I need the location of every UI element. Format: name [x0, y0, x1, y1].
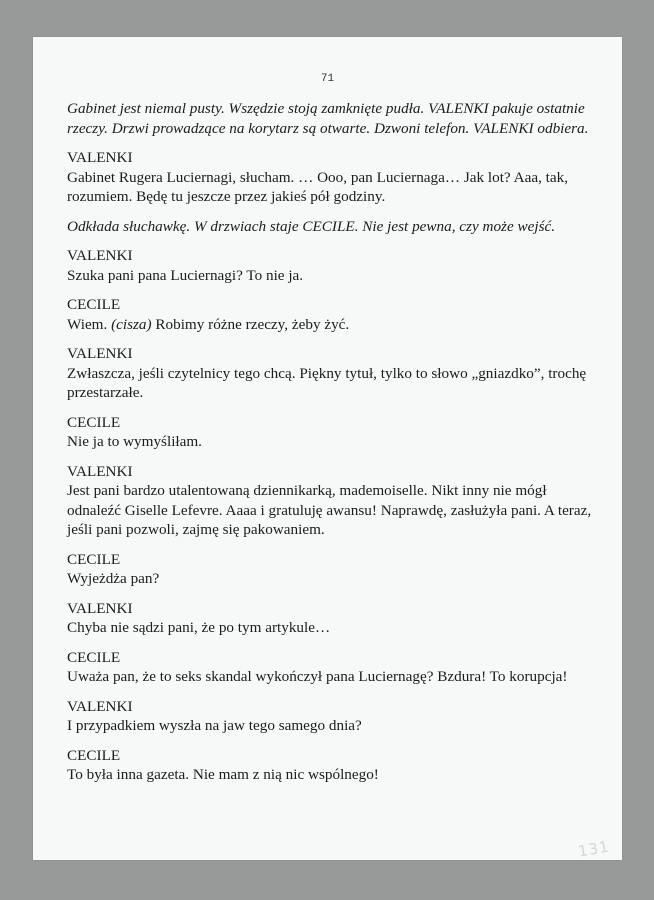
dialogue-text: Wiem. — [67, 315, 112, 333]
dialogue-line: Gabinet Rugera Luciernagi, słucham. … Ooo, pan Luciernaga… Jak lot? Aaa, tak, rozumiem. Będę tu jeszcze przez jakieś pół godziny. — [67, 168, 569, 205]
stage-direction-intro: Gabinet jest niemal pusty. Wszędzie stoją zamknięte pudła. VALENKI pakuje ostatnie rzeczy. Drzwi prowadzące na korytarz są otwarte. Dzwoni telefon. VALENKI odbiera. — [67, 100, 589, 137]
speaker-cecile: CECILE — [67, 413, 121, 431]
stage-direction: Odkłada słuchawkę. W drzwiach staje CECILE. Nie jest pewna, czy może wejść. — [67, 217, 556, 235]
speaker-valenki: VALENKI — [67, 345, 133, 362]
speaker-valenki: VALENKI — [67, 247, 133, 264]
script-content — [67, 99, 597, 795]
page-number: 71 — [320, 73, 335, 85]
dialogue-line: Uważa pan, że to seks skandal wykończył pana Luciernagę? Bzdura! To korupcja! — [67, 668, 568, 685]
dialogue-line: To była inna gazeta. Nie mam z nią nic wspólnego! — [67, 766, 379, 783]
document-page — [33, 37, 622, 860]
speaker-valenki: VALENKI — [67, 697, 133, 715]
speaker-cecile: CECILE — [67, 746, 121, 764]
dialogue-line: Zwłaszcza, jeśli czytelnicy tego chcą. Piękny tytuł, tylko to słowo „gniazdko”, trochę przestarzałe. — [67, 364, 587, 401]
dialogue-line: Jest pani bardzo utalentowaną dziennikarką, mademoiselle. Nikt inny nie mógł odnaleźć Giselle Lefevre. Aaaa i gratuluję awansu! Naprawdę, zasłużyła pani. A teraz, jeśli pani pozwoli, zajmę się pakowaniem. — [67, 482, 592, 538]
dialogue-line: Nie ja to wymyśliłam. — [67, 433, 202, 450]
dialogue-text: Robimy różne rzeczy, żeby żyć. — [151, 315, 350, 333]
speaker-cecile: CECILE — [67, 550, 121, 568]
handwritten-page-number: 131 — [576, 837, 611, 861]
dialogue-line: Chyba nie sądzi pani, że po tym artykule… — [67, 619, 331, 636]
dialogue-line: Wyjeżdża pan? — [67, 570, 160, 587]
speaker-valenki: VALENKI — [67, 599, 133, 617]
speaker-cecile: CECILE — [67, 648, 121, 666]
dialogue-line: Szuka pani pana Luciernagi? To nie ja. — [67, 266, 304, 284]
speaker-valenki: VALENKI — [67, 149, 133, 166]
speaker-cecile: CECILE — [67, 296, 121, 313]
dialogue-line: I przypadkiem wyszła na jaw tego samego dnia? — [67, 717, 362, 734]
speaker-valenki: VALENKI — [67, 462, 133, 480]
parenthetical: (cisza) — [111, 315, 152, 333]
dialogue-line — [67, 315, 597, 335]
